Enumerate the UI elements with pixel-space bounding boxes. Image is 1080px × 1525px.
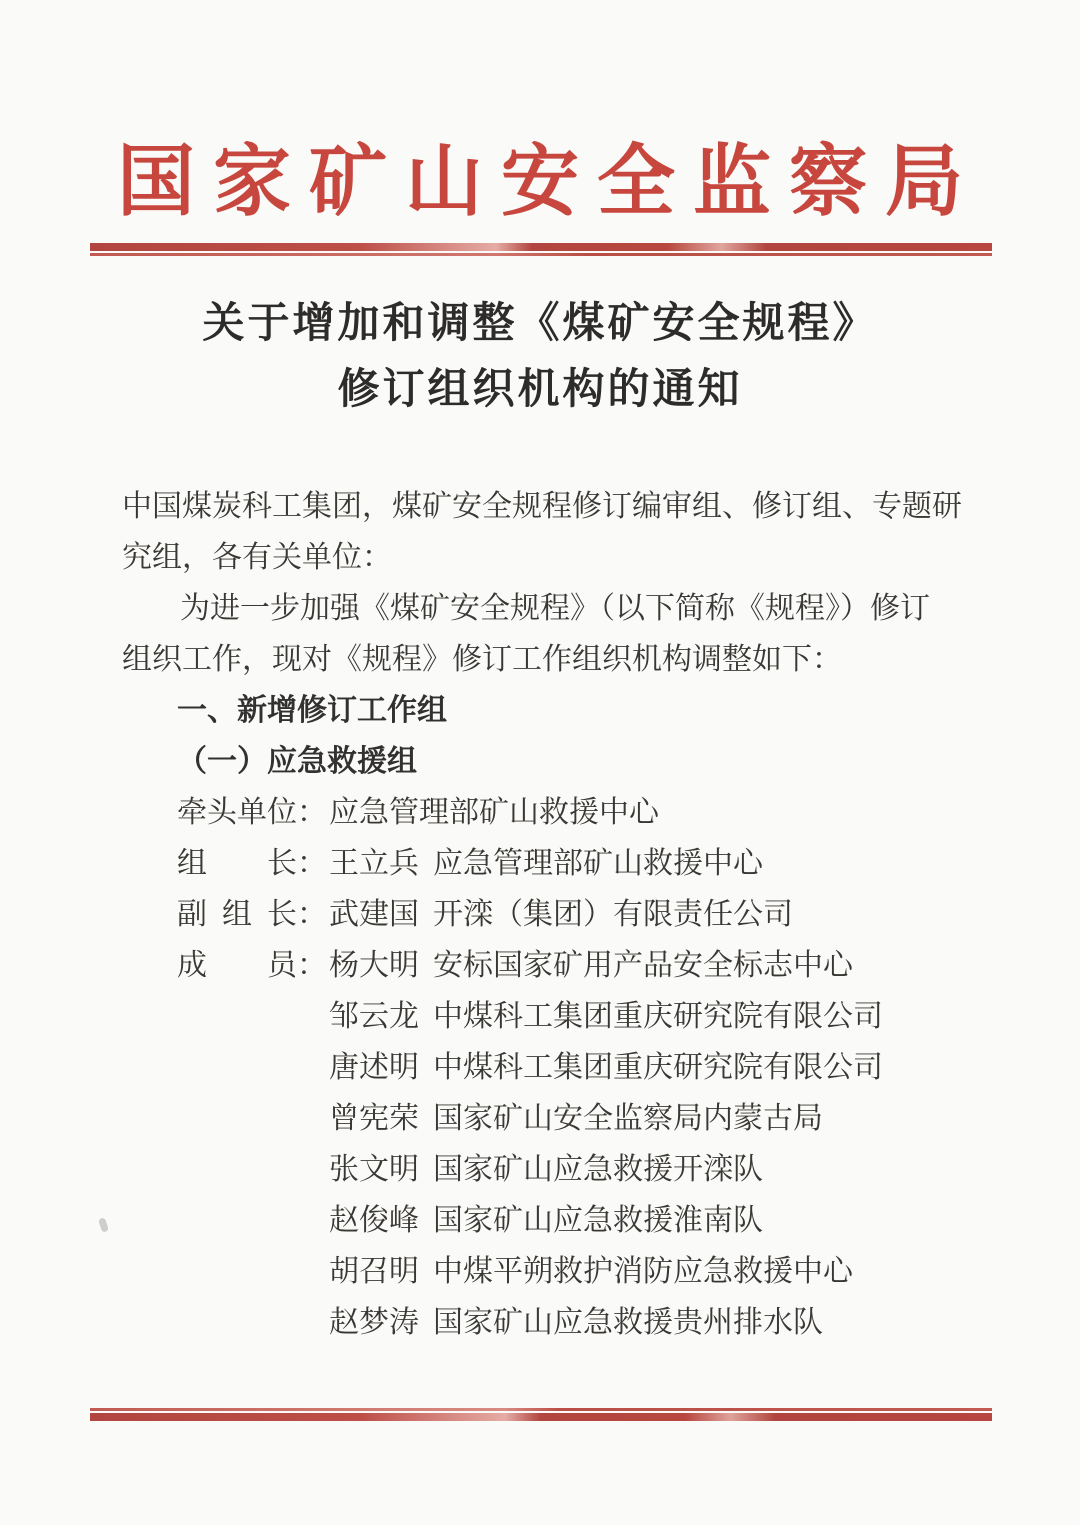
roster-row-member <box>177 1042 1080 1093</box>
roster-row-member <box>177 1195 1080 1246</box>
paragraph-line: 为进一步加强《煤矿安全规程》（以下简称《规程》）修订 <box>180 591 930 626</box>
letterhead-rule-thick <box>90 243 992 251</box>
footer-rule-thin <box>90 1408 992 1411</box>
roster-name: 唐述明 <box>329 1050 419 1085</box>
roster-name: 杨大明 <box>329 948 419 983</box>
roster-row-leader <box>177 838 1080 889</box>
paragraph-line: 组织工作，现对《规程》修订工作组织机构调整如下： <box>122 642 842 677</box>
roster-row-member <box>177 1093 1080 1144</box>
roster-name: 赵梦涛 <box>329 1305 419 1340</box>
label-colon: ： <box>297 948 327 983</box>
roster-row-member <box>177 940 1080 991</box>
label-colon: ： <box>297 846 327 881</box>
roster-name: 邹云龙 <box>329 999 419 1034</box>
roster-org: 安标国家矿用产品安全标志中心 <box>433 948 853 983</box>
roster-org: 国家矿山应急救援开滦队 <box>433 1152 763 1187</box>
roster-label: 牵头单位 <box>177 795 297 830</box>
roster-label: 组长 <box>177 846 297 881</box>
roster-name: 曾宪荣 <box>329 1101 419 1136</box>
roster-name: 王立兵 <box>329 846 419 881</box>
letterhead-title: 国家矿山安全监察局 <box>116 136 981 227</box>
roster-name: 张文明 <box>329 1152 419 1187</box>
roster-label: 成员 <box>177 948 297 983</box>
roster-org: 应急管理部矿山救援中心 <box>433 846 763 881</box>
roster-name: 赵俊峰 <box>329 1203 419 1238</box>
document-title-line2: 修订组织机构的通知 <box>337 364 743 413</box>
roster-org: 开滦（集团）有限责任公司 <box>433 897 793 932</box>
roster-name: 武建国 <box>329 897 419 932</box>
roster-row-member <box>177 1246 1080 1297</box>
paragraph-line: 究组，各有关单位： <box>122 540 392 575</box>
paragraph-line: 中国煤炭科工集团，煤矿安全规程修订编审组、修订组、专题研 <box>122 489 962 524</box>
section-heading-1: 一、新增修订工作组 <box>177 693 447 728</box>
roster-row-deputy <box>177 889 1080 940</box>
roster-row-member <box>177 1144 1080 1195</box>
label-colon: ： <box>297 897 327 932</box>
roster-org: 国家矿山应急救援贵州排水队 <box>433 1305 823 1340</box>
letterhead-rule-thin <box>90 253 992 256</box>
roster-label: 副组长 <box>177 897 297 932</box>
document-title-line1: 关于增加和调整《煤矿安全规程》 <box>202 298 878 347</box>
document-title <box>0 290 1080 422</box>
roster-org: 国家矿山应急救援淮南队 <box>433 1203 763 1238</box>
roster-org: 国家矿山安全监察局内蒙古局 <box>433 1101 823 1136</box>
roster-row-member <box>177 991 1080 1042</box>
roster-org: 中煤科工集团重庆研究院有限公司 <box>433 999 883 1034</box>
label-colon: ： <box>297 795 327 830</box>
roster-org: 中煤平朔救护消防应急救援中心 <box>433 1254 853 1289</box>
roster-row-lead-unit <box>177 787 1080 838</box>
roster-org: 中煤科工集团重庆研究院有限公司 <box>433 1050 883 1085</box>
document-body <box>0 481 1080 1348</box>
roster-org: 应急管理部矿山救援中心 <box>329 795 659 830</box>
footer-rule-thick <box>90 1413 992 1421</box>
section-heading-2: （一）应急救援组 <box>177 744 417 779</box>
roster-name: 胡召明 <box>329 1254 419 1289</box>
roster-row-member <box>177 1297 1080 1348</box>
